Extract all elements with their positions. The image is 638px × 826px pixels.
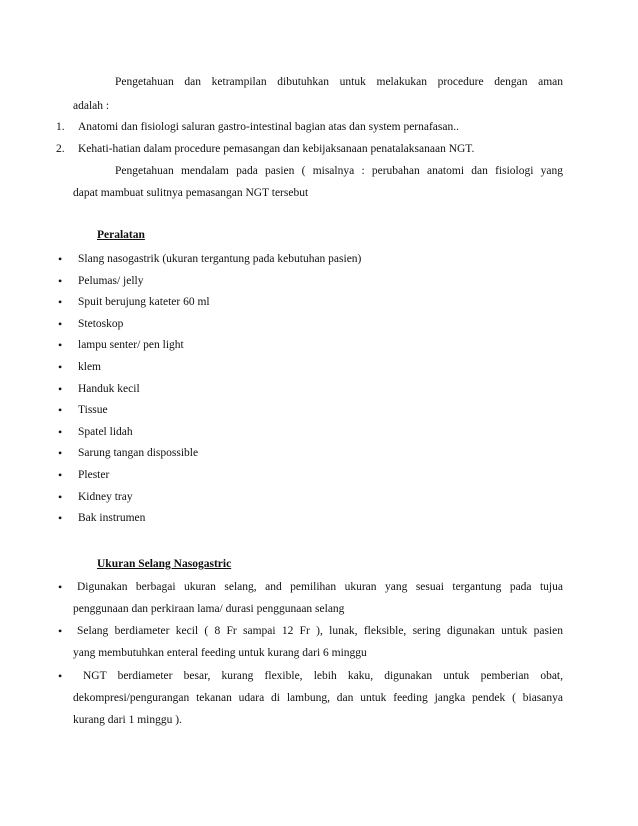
peralatan-bullet: • [58,382,63,396]
ukuran-item-1-line-2: penggunaan dan perkiraan lama/ durasi penggunaan selang [73,603,345,615]
ukuran-item-2-line-1: Selang berdiameter kecil ( 8 Fr sampai 12 Fr ), lunak, fleksible, sering digunakan untuk pasien [77,625,563,637]
peralatan-heading: Peralatan [97,229,145,241]
ukuran-bullet-3: • [58,669,63,683]
para2-line-1: Pengetahuan mendalam pada pasien ( misalnya : perubahan anatomi dan fisiologi yang [115,165,563,177]
peralatan-bullet: • [58,360,63,374]
peralatan-item: Handuk kecil [78,383,140,395]
peralatan-bullet: • [58,403,63,417]
peralatan-bullet: • [58,338,63,352]
peralatan-bullet: • [58,252,63,266]
peralatan-bullet: • [58,274,63,288]
peralatan-item: Slang nasogastrik (ukuran tergantung pada kebutuhan pasien) [78,253,362,265]
peralatan-item: Kidney tray [78,491,133,503]
ukuran-item-3-line-3: kurang dari 1 minggu ). [73,714,182,726]
peralatan-item: Bak instrumen [78,512,146,524]
intro-line-1: Pengetahuan dan ketrampilan dibutuhkan untuk melakukan procedure dengan aman [115,76,563,88]
peralatan-bullet: • [58,446,63,460]
peralatan-item: Stetoskop [78,318,124,330]
peralatan-item: Pelumas/ jelly [78,275,144,287]
para2-line-2: dapat mambuat sulitnya pemasangan NGT tersebut [73,187,309,199]
peralatan-item: lampu senter/ pen light [78,339,184,351]
numbered-marker-1: 1. [56,121,65,133]
ukuran-item-3-line-2: dekompresi/pengurangan tekanan udara di lambung, dan untuk feeding jangka pendek ( biasanya [73,692,563,704]
peralatan-bullet: • [58,425,63,439]
peralatan-item: Tissue [78,404,108,416]
intro-line-2: adalah : [73,100,110,112]
peralatan-item: klem [78,361,101,373]
peralatan-item: Plester [78,469,110,481]
ukuran-item-1-line-1: Digunakan berbagai ukuran selang, and pemilihan ukuran yang sesuai tergantung pada tujua [77,581,563,593]
ukuran-bullet-2: • [58,624,63,638]
peralatan-item: Spuit berujung kateter 60 ml [78,296,210,308]
ukuran-item-2-line-2: yang membutuhkan enteral feeding untuk kurang dari 6 minggu [73,647,367,659]
peralatan-bullet: • [58,295,63,309]
numbered-marker-2: 2. [56,143,65,155]
numbered-item-2: Kehati-hatian dalam procedure pemasangan dan kebijaksanaan penatalaksanaan NGT. [78,143,475,155]
peralatan-item: Spatel lidah [78,426,133,438]
ukuran-item-3-line-1: NGT berdiameter besar, kurang flexible, lebih kaku, digunakan untuk pemberian obat, [83,670,563,682]
ukuran-bullet-1: • [58,580,63,594]
numbered-item-1: Anatomi dan fisiologi saluran gastro-intestinal bagian atas dan system pernafasan.. [78,121,459,133]
peralatan-item: Sarung tangan dispossible [78,447,199,459]
peralatan-bullet: • [58,511,63,525]
peralatan-bullet: • [58,317,63,331]
peralatan-bullet: • [58,468,63,482]
ukuran-heading: Ukuran Selang Nasogastric [97,558,232,570]
peralatan-bullet: • [58,490,63,504]
